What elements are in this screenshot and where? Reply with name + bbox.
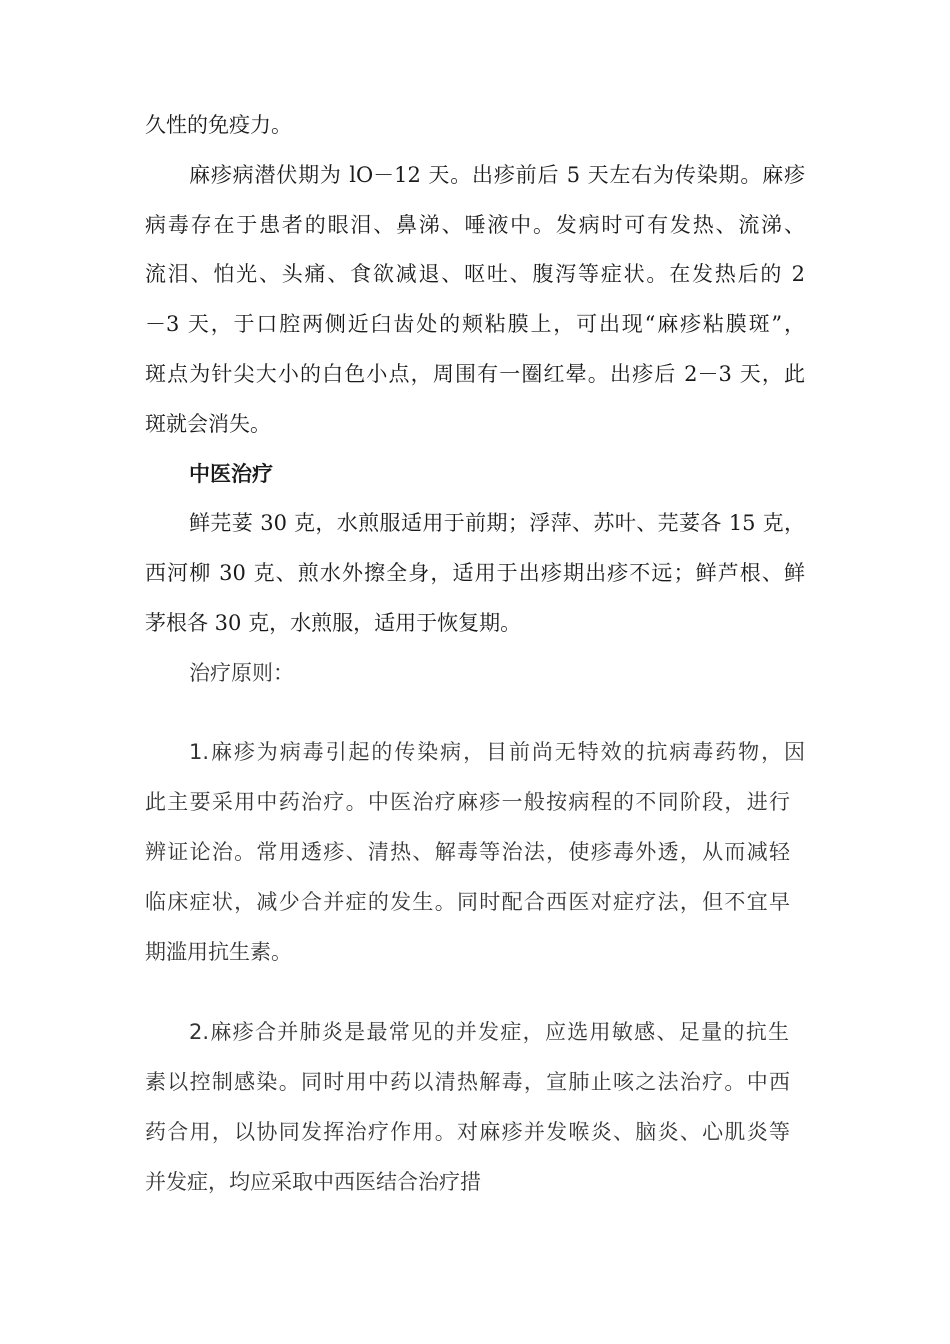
- paragraph-line: 鲜芫荽 30 克，水煎服适用于前期；浮萍、苏叶、芫荽各 15 克，: [189, 511, 805, 535]
- paragraph-line: 斑就会消失。: [145, 412, 271, 436]
- paragraph-line: 期滥用抗生素。: [145, 940, 292, 964]
- list-number: 2.: [189, 1020, 210, 1044]
- list-item-text: 麻疹为病毒引起的传染病，目前尚无特效的抗病毒药物，因: [209, 740, 805, 764]
- paragraph-line: 斑点为针尖大小的白色小点，周围有一圈红晕。出疹后 2－3 天，此: [145, 362, 805, 386]
- list-number: 1.: [189, 740, 210, 764]
- list-item-first-line: [189, 737, 805, 767]
- paragraph-line: 病毒存在于患者的眼泪、鼻涕、唾液中。发病时可有发热、流涕、: [145, 213, 805, 237]
- paragraph-line: 辨证论治。常用透疹、清热、解毒等治法，使疹毒外透，从而减轻: [145, 840, 790, 864]
- paragraph-line: 临床症状，减少合并症的发生。同时配合西医对症疗法，但不宜早: [145, 890, 790, 914]
- paragraph-line: 茅根各 30 克，水煎服，适用于恢复期。: [145, 611, 522, 635]
- paragraph-line: 麻疹病潜伏期为 lO－12 天。出疹前后 5 天左右为传染期。麻疹: [189, 163, 805, 187]
- principles-label: 治疗原则：: [189, 661, 294, 685]
- paragraph-line: 久性的免疫力。: [145, 113, 292, 137]
- section-heading: 中医治疗: [189, 462, 273, 486]
- paragraph-line: 流泪、怕光、头痛、食欲减退、呕吐、腹泻等症状。在发热后的 2: [145, 262, 805, 286]
- list-item-first-line: [189, 1017, 789, 1047]
- list-item-text: 麻疹合并肺炎是最常见的并发症，应选用敏感、足量的抗生: [209, 1020, 789, 1044]
- paragraph-line: 并发症，均应采取中西医结合治疗措: [145, 1170, 481, 1194]
- paragraph-line: 此主要采用中药治疗。中医治疗麻疹一般按病程的不同阶段，进行: [145, 790, 790, 814]
- paragraph-line: 西河柳 30 克、煎水外擦全身，适用于出疹期出疹不远；鲜芦根、鲜: [145, 561, 805, 585]
- paragraph-line: 素以控制感染。同时用中药以清热解毒，宣肺止咳之法治疗。中西: [145, 1070, 790, 1094]
- paragraph-line: 药合用，以协同发挥治疗作用。对麻疹并发喉炎、脑炎、心肌炎等: [145, 1120, 790, 1144]
- paragraph-line: －3 天，于口腔两侧近臼齿处的颊粘膜上，可出现“麻疹粘膜斑”，: [145, 312, 805, 336]
